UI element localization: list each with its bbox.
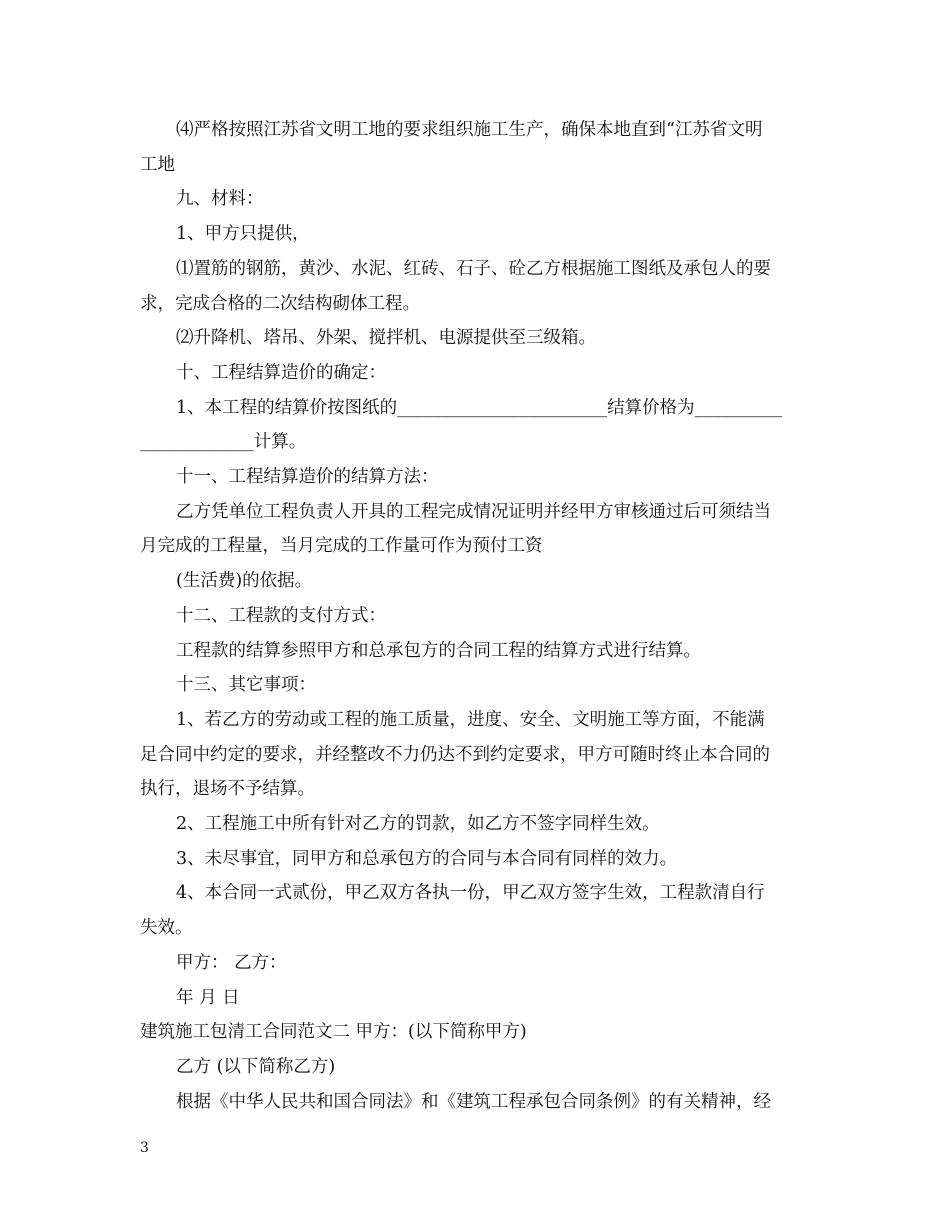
text-line: 1、甲方只提供， [176,224,310,245]
text-line: 1、本工程的结算价按图纸的________________________结算价格为__________ [176,397,783,418]
text-line: ⑷严格按照江苏省文明工地的要求组织施工生产，确保本地直到“江苏省文明 [176,120,763,140]
text-line: 十一、工程结算造价的结算方法： [176,467,439,488]
document-body [140,113,812,1119]
text-line: 3、未尽事宜，同甲方和总承包方的合同与本合同有同样的效力。 [176,848,678,869]
text-line: 九、材料： [176,189,264,210]
text-line: 根据《中华人民共和国合同法》和《建筑工程承包合同条例》的有关精神，经 [176,1091,771,1112]
text-line: 甲方： 乙方： [176,952,287,973]
text-line: 年 月 日 [176,987,240,1008]
text-line: 执行，退场不予结算。 [140,779,315,800]
text-line: 建筑施工包清工合同范文二 甲方：(以下简称甲方) [140,1022,527,1043]
text-line: 足合同中约定的要求，并经整改不力仍达不到约定要求，甲方可随时终止本合同的 [140,744,770,765]
text-line: 月完成的工程量，当月完成的工作量可作为预付工资 [140,536,543,557]
text-line: 工地 [140,154,175,175]
text-line: 求，完成合格的二次结构砌体工程。 [140,293,420,314]
text-line: 乙方凭单位工程负责人开具的工程完成情况证明并经甲方审核通过后可须结当 [176,501,771,522]
page-number: 3 [140,1140,149,1156]
text-line: _____________计算。 [140,432,307,453]
text-line: 乙方 (以下简称乙方) [176,1056,336,1077]
text-line: 工程款的结算参照甲方和总承包方的合同工程的结算方式进行结算。 [176,640,701,661]
text-line: (生活费)的依据。 [176,571,313,592]
text-line: 十、工程结算造价的确定： [176,362,386,383]
text-line: 失效。 [140,918,193,939]
text-line: ⑴置筋的钢筋，黄沙、水泥、红砖、石子、砼乙方根据施工图纸及承包人的要 [176,258,771,279]
text-line: 十三、其它事项： [176,675,316,696]
text-line: 4、本合同一式贰份，甲乙双方各执一份，甲乙双方签字生效，工程款清自行 [176,883,765,904]
text-line: 2、工程施工中所有针对乙方的罚款，如乙方不签字同样生效。 [176,814,660,835]
text-line: 1、若乙方的劳动或工程的施工质量，进度、安全、文明施工等方面，不能满 [176,709,765,730]
text-line: 十二、工程款的支付方式： [176,605,386,626]
text-line: ⑵升降机、塔吊、外架、搅拌机、电源提供至三级箱。 [176,328,596,349]
